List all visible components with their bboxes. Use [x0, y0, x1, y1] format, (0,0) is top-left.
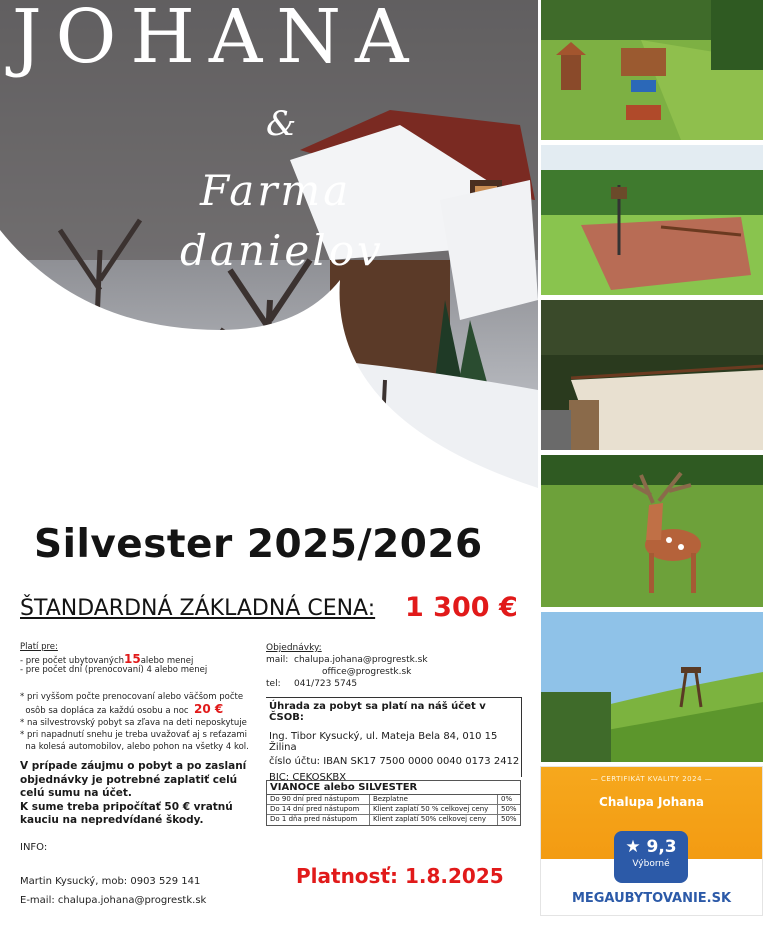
- orders-block: [266, 642, 428, 690]
- bank-owner: Ing. Tibor Kysucký, ul. Mateja Bela 84, 010 15 Žilina: [269, 731, 498, 753]
- badge-score: ★ 9,3: [625, 837, 677, 857]
- orders-heading: Objednávky:: [266, 643, 322, 653]
- orders-tel: 041/723 5745: [294, 679, 358, 689]
- guest-count: 15: [124, 652, 141, 666]
- payment-line4: K sume treba pripočítať 50 € vratnú: [20, 800, 233, 813]
- payment-line2: objednávky je potrebné zaplatiť celú: [20, 773, 238, 786]
- terrace-photo: [541, 300, 763, 450]
- sport-court-photo: [541, 145, 763, 295]
- cancellation-table: [266, 780, 521, 826]
- hero-subtitle-danielov: danielov: [180, 226, 384, 275]
- price-value: 1 300 €: [405, 592, 518, 623]
- lookout-tower-photo: [541, 612, 763, 762]
- table-cell: Do 14 dní pred nástupom: [267, 805, 370, 814]
- table-cell: Klient zaplatí 50% celkovej ceny: [370, 815, 498, 825]
- table-cell: 50%: [501, 805, 517, 813]
- plati-line1-suffix: alebo menej: [140, 656, 194, 666]
- orders-tel-row: [266, 678, 428, 690]
- bank-iban: číslo účtu: IBAN SK17 7500 0000 0040 0173 2412: [269, 756, 520, 767]
- table-row: [267, 815, 520, 825]
- table-cell: 0%: [501, 795, 513, 803]
- notes: [20, 692, 272, 754]
- plati-line1-prefix: - pre počet ubytovaných: [20, 656, 125, 666]
- hero-ampersand: &: [266, 104, 297, 144]
- badge-score-label: Výborné: [632, 859, 670, 869]
- badge-brand: MEGAUBYTOVANIE.SK: [571, 891, 732, 906]
- orders-mail-row: [266, 654, 428, 666]
- hero-image: [0, 0, 538, 488]
- plati-pre-line2: - pre počet dní (prenocovaní) 4 alebo menej: [20, 665, 208, 675]
- mail2-indent: [266, 666, 322, 678]
- plati-pre-heading: Platí pre:: [20, 642, 58, 652]
- table-row: [267, 805, 520, 815]
- note3-line2: [20, 742, 272, 753]
- orders-mail1[interactable]: chalupa.johana@progrestk.sk: [294, 655, 428, 665]
- note1-text: osôb sa dopláca za každú osobu a noc: [25, 706, 189, 716]
- extra-person-price: 20 €: [194, 702, 224, 716]
- bank-block: [266, 697, 522, 783]
- table-cell: Do 1 dňa pred nástupom: [267, 815, 370, 825]
- price-label: [20, 596, 375, 621]
- table-cell: Bezplatne: [370, 795, 498, 804]
- event-title: Silvester 2025/2026: [34, 522, 483, 567]
- mail-key: mail:: [266, 655, 289, 665]
- payment-line1: V prípade záujmu o pobyt a po zaslaní: [20, 760, 247, 772]
- quality-badge: [540, 766, 763, 916]
- orders-mail2[interactable]: office@progrestk.sk: [322, 667, 412, 677]
- badge-score-box: [614, 831, 688, 883]
- tel-key: tel:: [266, 679, 281, 689]
- badge-property-name: Chalupa Johana: [599, 795, 704, 809]
- orders-mail2-row: [266, 666, 428, 678]
- playground-photo: [541, 0, 763, 140]
- table-cell: Klient zaplatí 50 % celkovej ceny: [370, 805, 498, 814]
- note3-text: na kolesá automobilov, alebo pohon na všetky 4 kol.: [25, 742, 249, 752]
- contact-phone: Martin Kysucký, mob: 0903 529 141: [20, 876, 201, 887]
- payment-line5: kauciu na nepredvídané škody.: [20, 814, 204, 826]
- contact-email[interactable]: E-mail: chalupa.johana@progrestk.sk: [20, 895, 207, 906]
- hero-subtitle-farma: Farma: [200, 166, 352, 215]
- bank-bic: BIC: CEKOSKBX: [269, 772, 347, 783]
- price-label-text: ŠTANDARDNÁ ZÁKLADNÁ CENA:: [20, 596, 376, 621]
- cancellation-heading: VIANOCE alebo SILVESTER: [267, 781, 520, 795]
- payment-conditions: [20, 760, 270, 828]
- note1-line2: [20, 704, 272, 717]
- table-row: [267, 795, 520, 805]
- badge-certificate: — CERTIFIKÁT KVALITY 2024 —: [590, 775, 713, 783]
- validity-date: Platnosť: 1.8.2025: [296, 864, 504, 888]
- hero-title: JOHANA: [12, 0, 423, 80]
- table-cell: 50%: [501, 815, 517, 823]
- bank-heading: Úhrada za pobyt sa platí na náš účet v ČSOB:: [269, 701, 486, 723]
- note3-line1: * pri napadnutí snehu je treba uvažovať aj s reťazami: [20, 730, 248, 740]
- note2: * na silvestrovský pobyt sa zľava na deti neposkytuje: [20, 718, 247, 728]
- payment-line3: celú sumu na účet.: [20, 787, 132, 799]
- info-label: INFO:: [20, 842, 48, 853]
- note1-line1: * pri vyššom počte prenocovaní alebo väčšom počte: [20, 692, 244, 702]
- fallow-deer-photo: [541, 455, 763, 607]
- table-cell: Do 90 dní pred nástupom: [267, 795, 370, 804]
